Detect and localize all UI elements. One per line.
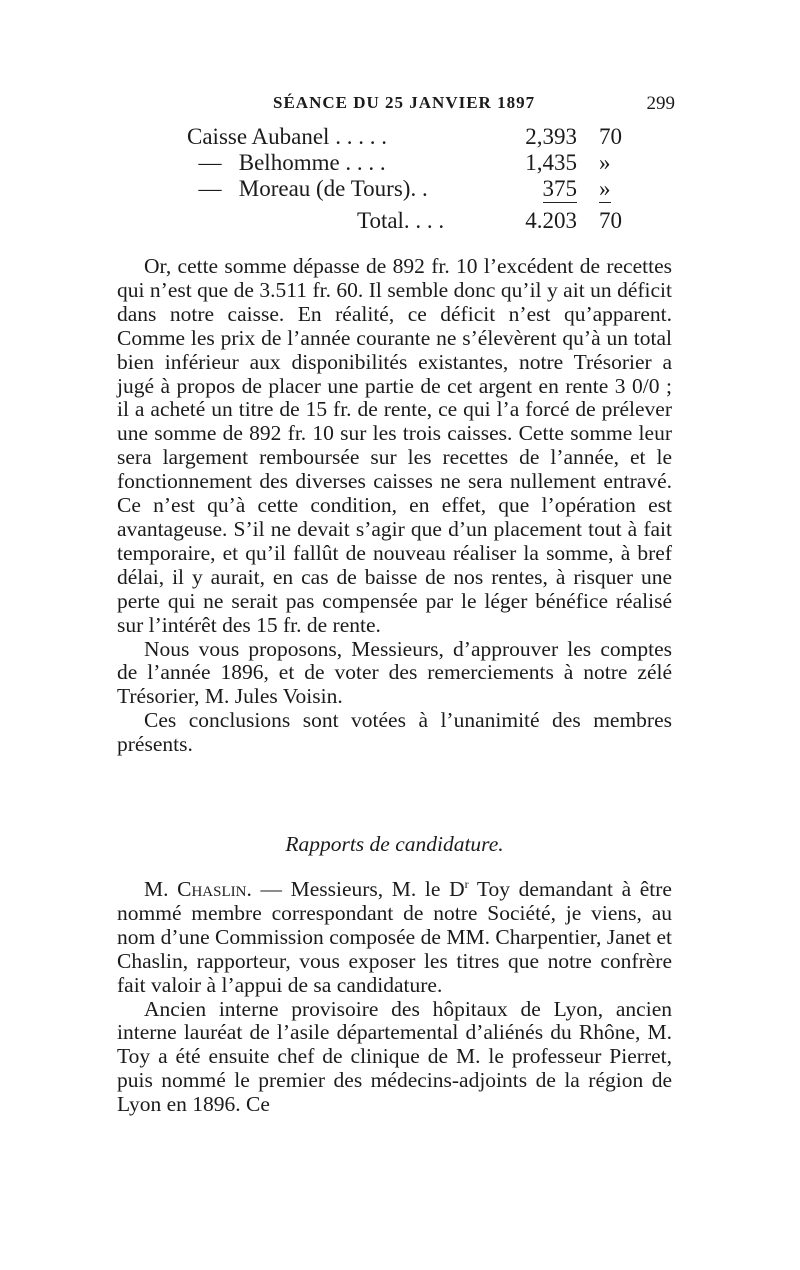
account-row xyxy=(187,124,647,150)
paragraph: Nous vous proposons, Messieurs, d’approuver les comptes de l’année 1896, et de voter des remerciements à notre zélé Trésorier, M. Jules Voisin. xyxy=(117,636,672,709)
paragraph: Ancien interne provisoire des hôpitaux de Lyon, ancien interne lauréat de l’asile départemental d’aliénés du Rhône, M. Toy a été ensuite chef de clinique de M. le professeur Pierret, puis nommé le premier des médecins-adjoints de la région de Lyon en 1896. Ce xyxy=(117,996,672,1117)
total-cents: 70 xyxy=(599,208,622,233)
account-cents: » xyxy=(599,150,611,175)
account-cents: » xyxy=(599,176,611,201)
paragraph: Or, cette somme dépasse de 892 fr. 10 l’excédent de recettes qui n’est que de 3.511 fr. 60. Il semble donc qu’il y ait un déficit dans notre caisse. En réalité, ce déficit n’est qu’apparent. Comme les prix de l’année courante ne s’élevèrent qu’à un total bien inférieur aux disponibilités existantes, notre Trésorier a jugé à propos de placer une partie de cet argent en rente 3 0/0 ; il a acheté un titre de 15 fr. de rente, ce qui l’a forcé de prélever une somme de 892 fr. 10 sur les trois caisses. Cette somme leur sera largement remboursée sur les recettes de l’année, et le fonctionnement des diverses caisses ne sera nullement entravé. Ce n’est qu’à cette condition, en effet, que l’opération est avantageuse. S’il ne devait s’agir que d’un placement tout à fait temporaire, et qu’il fallût de nouveau réaliser la somme, à bref délai, il y aurait, en cas de baisse de nos rentes, à risquer une perte qui ne serait pas compensée par le léger bénéfice réalisé sur l’intérêt des 15 fr. de rente. xyxy=(117,254,672,637)
account-label: — Moreau (de Tours). . xyxy=(187,176,428,201)
section-heading: Rapports de candidature. xyxy=(285,832,504,856)
speaker-name: M. Chaslin. xyxy=(144,877,252,901)
page-number: 299 xyxy=(646,93,675,114)
total-label: Total. . . . xyxy=(357,208,445,233)
account-row xyxy=(187,176,647,202)
accounts-table xyxy=(187,124,647,236)
running-head: SÉANCE DU 25 JANVIER 1897 xyxy=(273,93,536,112)
account-amount: 1,435 xyxy=(525,150,577,175)
account-label: Caisse Aubanel . . . . . xyxy=(187,124,387,149)
account-label: — Belhomme . . . . xyxy=(187,150,386,175)
paragraph-text: Toy demandant à être nommé membre correspondant de notre Société, je viens, au nom d’une Commission composée de MM. Charpentier, Janet et Chaslin, rapporteur, vous exposer les titres que notre confrère fait valoir à l’appui de sa candidature. xyxy=(117,877,672,997)
paragraph-text: — Messieurs, M. le D xyxy=(251,877,465,901)
account-row xyxy=(187,150,647,176)
superscript: r xyxy=(464,876,469,891)
account-total-row xyxy=(187,202,647,236)
body-text xyxy=(117,255,672,757)
total-amount: 4.203 xyxy=(525,208,577,233)
account-amount: 375 xyxy=(542,176,577,201)
account-amount: 2,393 xyxy=(525,124,577,149)
account-cents: 70 xyxy=(599,124,622,149)
page-header xyxy=(130,93,675,121)
report-text xyxy=(117,878,672,1117)
paragraph xyxy=(117,878,672,998)
paragraph: Ces conclusions sont votées à l’unanimité des membres présents. xyxy=(117,708,672,757)
